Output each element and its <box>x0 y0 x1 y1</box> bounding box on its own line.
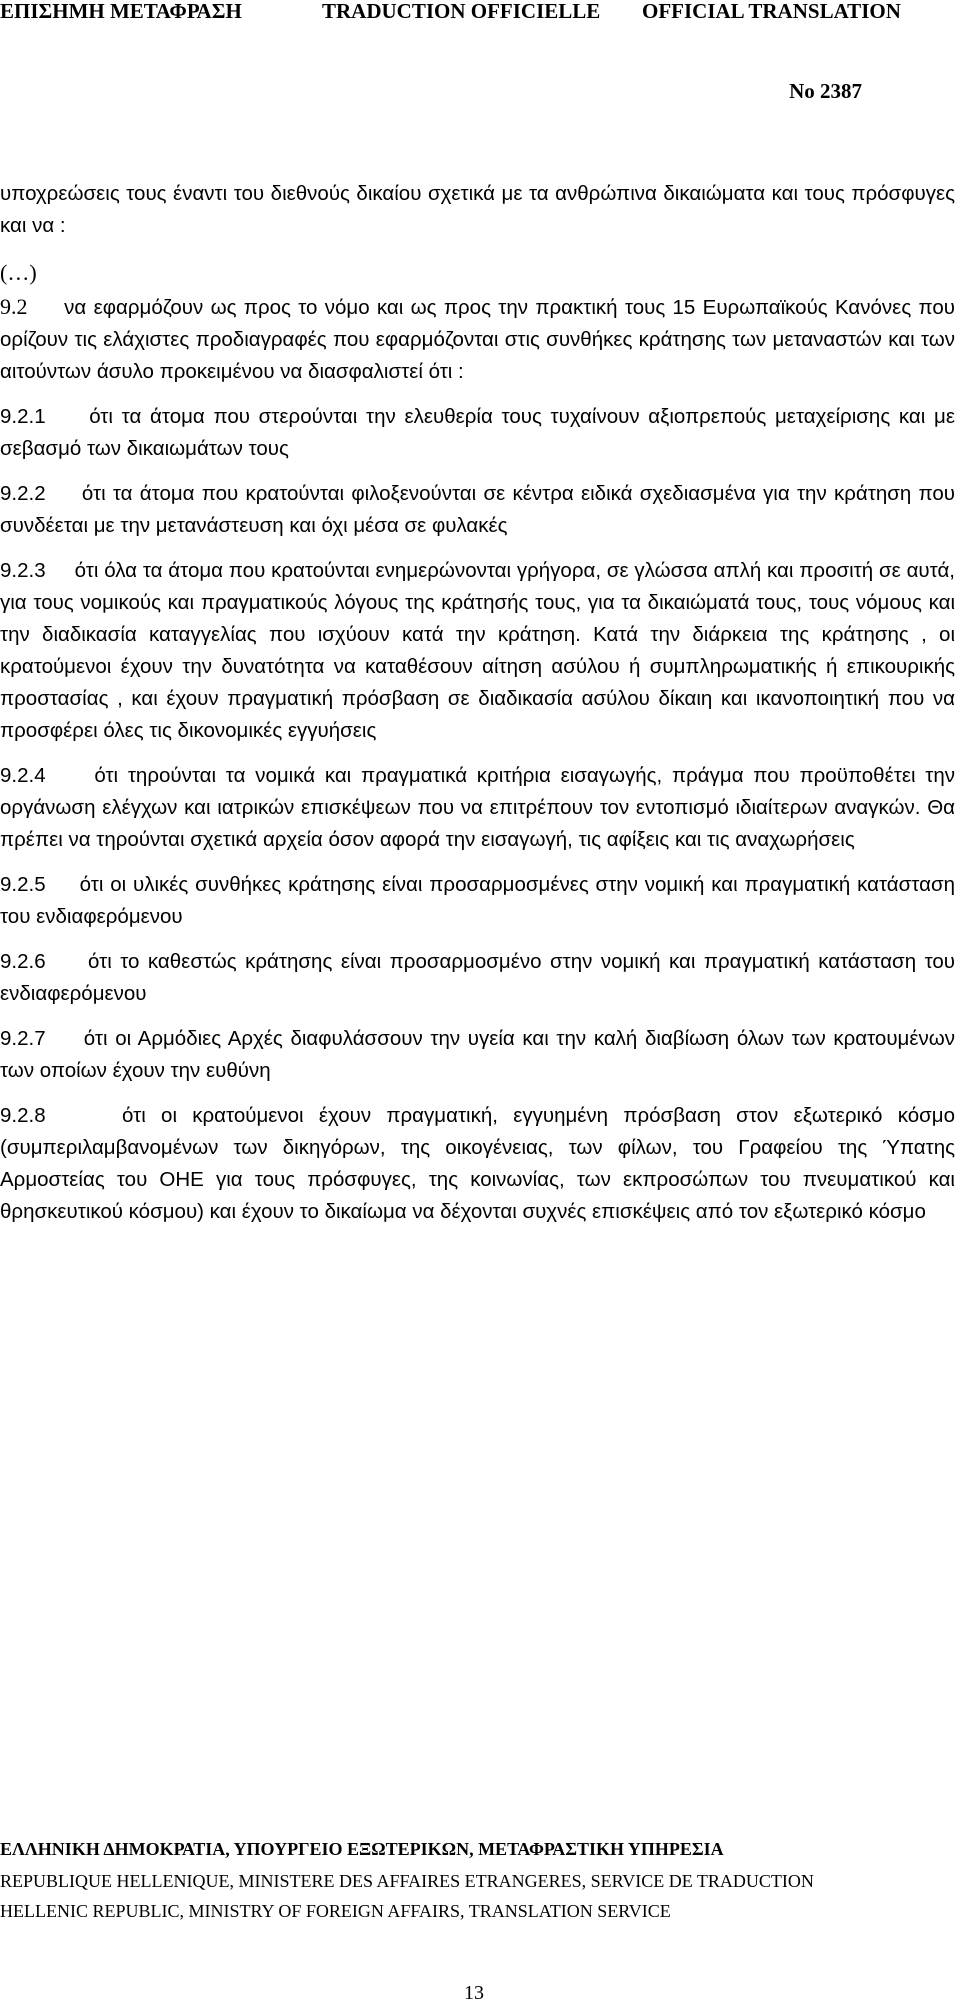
item-number: 9.2.4 <box>0 764 46 787</box>
item-text: ότι το καθεστώς κράτησης είναι προσαρμοσμένο στην νομική και πραγματική κατάσταση του ενδιαφερόμενου <box>0 950 955 1005</box>
item-text: ότι τα άτομα που στερούνται την ελευθερία τους τυχαίνουν αξιοπρεπούς μεταχείρισης και με σεβασμό των δικαιωμάτων τους <box>0 405 955 460</box>
footer-greek: ΕΛΛΗΝΙΚΗ ΔΗΜΟΚΡΑΤΙΑ, ΥΠΟΥΡΓΕΙΟ ΕΞΩΤΕΡΙΚΩΝ, ΜΕΤΑΦΡΑΣΤΙΚΗ ΥΠΗΡΕΣΙΑ <box>0 1839 724 1859</box>
footer-english: HELLENIC REPUBLIC, MINISTRY OF FOREIGN AFFAIRS, TRANSLATION SERVICE <box>0 1901 671 1921</box>
item-text: ότι οι υλικές συνθήκες κράτησης είναι προσαρμοσμένες στην νομική και πραγματική κατάσταση του ενδιαφερόμενου <box>0 873 956 928</box>
ellipsis: (…) <box>0 260 37 285</box>
item-number: 9.2.3 <box>0 559 46 582</box>
page-number: 13 <box>464 1982 484 2004</box>
item-text: ότι τηρούνται τα νομικά και πραγματικά κριτήρια εισαγωγής, πράγμα που προϋποθέτει την οργάνωση ελέγχων και ιατρικών επισκέψεων που να επιτρέπουν τον εντοπισμό ιδιαίτερων αναγκών. Θα πρέπει να τηρούνται σχετικά αρχεία όσον αφορά την εισαγωγή, τις αφίξεις και τις αναχωρήσεις <box>0 764 955 851</box>
item-9-2-7 <box>0 1023 955 1087</box>
intro-paragraph: υποχρεώσεις τους έναντι του διεθνούς δικαίου σχετικά με τα ανθρώπινα δικαιώματα και τους πρόσφυγες και να : <box>0 182 955 237</box>
item-9-2-8 <box>0 1100 955 1228</box>
header-greek: ΕΠΙΣΗΜΗ ΜΕΤΑΦΡΑΣΗ <box>0 0 242 23</box>
document-body <box>0 178 955 1241</box>
item-number: 9.2.8 <box>0 1104 46 1127</box>
item-number: 9.2.2 <box>0 482 46 505</box>
document-number: No 2387 <box>789 79 862 103</box>
item-text: ότι όλα τα άτομα που κρατούνται ενημερώνονται γρήγορα, σε γλώσσα απλή και προσιτή σε αυτά, για τους νομικούς και πραγματικούς λόγους της κράτησής τους, για τα δικαιώματά τους, τους νόμους και την διαδικασία καταγγελίας που ισχύουν κατά την κράτηση. Κατά την διάρκεια της κράτησης , οι κρατούμενοι έχουν την δυνατότητα να καταθέσουν αίτηση ασύλου ή συμπληρωματικής ή επικουρικής προστασίας , και έχουν πραγματική πρόσβαση σε διαδικασία ασύλου δίκαιη και ικανοποιητική που να προσφέρει όλες τις δικονομικές εγγυήσεις <box>0 559 955 742</box>
item-9-2-6 <box>0 946 955 1010</box>
item-9-2-4 <box>0 760 955 856</box>
header-english: OFFICIAL TRANSLATION <box>642 0 901 23</box>
item-text: ότι οι κρατούμενοι έχουν πραγματική, εγγυημένη πρόσβαση στον εξωτερικό κόσμο (συμπεριλαμβανομένων των δικηγόρων, της οικογένειας, των φίλων, του Γραφείου της Ύπατης Αρμοστείας του ΟΗΕ για τους πρόσφυγες, της κοινωνίας, των εκπροσώπων του πνευματικού και θρησκευτικού κόσμου) και έχουν το δικαίωμα να δέχονται συχνές επισκέψεις από τον εξωτερικό κόσμο <box>0 1104 955 1223</box>
item-9-2-2 <box>0 478 955 542</box>
item-number: 9.2.5 <box>0 873 46 896</box>
section-9-2 <box>0 291 955 388</box>
footer-french: REPUBLIQUE HELLENIQUE, MINISTERE DES AFFAIRES ETRANGERES, SERVICE DE TRADUCTION <box>0 1871 814 1891</box>
document-header <box>0 0 960 26</box>
item-9-2-1 <box>0 401 955 465</box>
item-text: ότι τα άτομα που κρατούνται φιλοξενούνται σε κέντρα ειδικά σχεδιασμένα για την κράτηση που συνδέεται με την μετανάστευση και όχι μέσα σε φυλακές <box>0 482 955 537</box>
header-french: TRADUCTION OFFICIELLE <box>322 0 601 23</box>
item-text: ότι οι Αρμόδιες Αρχές διαφυλάσσουν την υγεία και την καλή διαβίωση όλων των κρατουμένων των οποίων έχουν την ευθύνη <box>0 1027 955 1082</box>
item-9-2-3 <box>0 555 955 747</box>
item-number: 9.2.1 <box>0 405 46 428</box>
item-number: 9.2.6 <box>0 950 46 973</box>
item-number: 9.2.7 <box>0 1027 46 1050</box>
section-text: να εφαρμόζουν ως προς το νόμο και ως προς την πρακτική τους 15 Ευρωπαϊκούς Κανόνες που ορίζουν τις ελάχιστες προδιαγραφές που εφαρμόζονται στις συνθήκες κράτησης των μεταναστών και των αιτούντων άσυλο προκειμένου να διασφαλιστεί ότι : <box>0 296 955 383</box>
section-number: 9.2 <box>0 294 28 319</box>
item-9-2-5 <box>0 869 955 933</box>
